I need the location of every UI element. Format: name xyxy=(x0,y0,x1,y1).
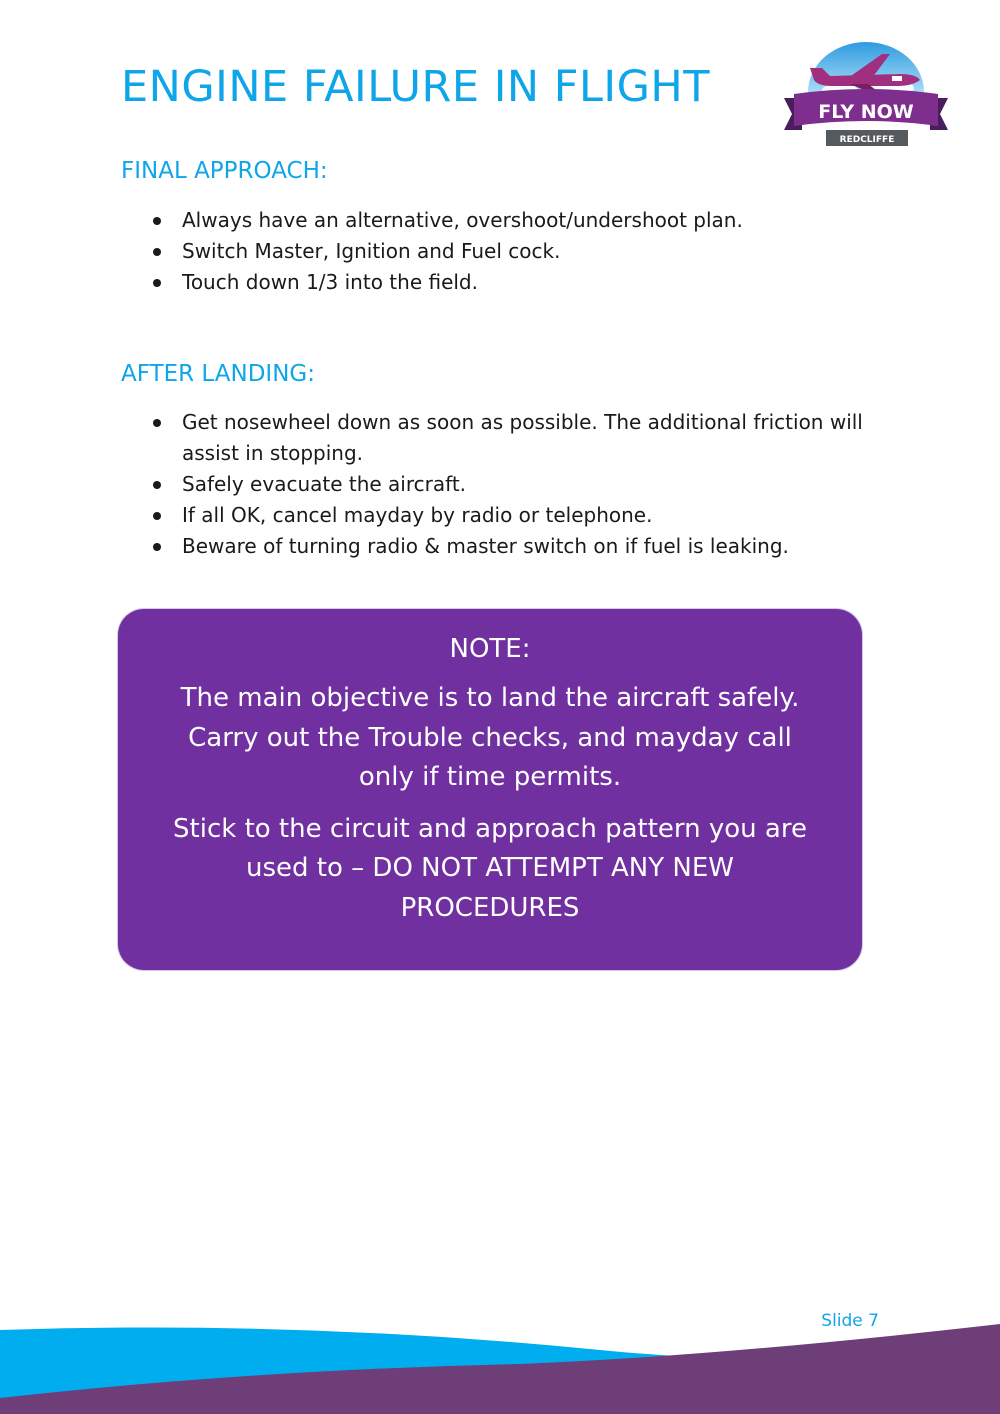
final-approach-list xyxy=(150,205,870,298)
list-item: Always have an alternative, overshoot/undershoot plan. xyxy=(150,205,870,236)
after-landing-list xyxy=(150,407,870,562)
list-item: Beware of turning radio & master switch on if fuel is leaking. xyxy=(150,531,870,562)
list-item: Switch Master, Ignition and Fuel cock. xyxy=(150,236,870,267)
fly-now-logo xyxy=(780,38,952,150)
slide-number: Slide 7 xyxy=(821,1311,879,1331)
list-item: Touch down 1/3 into the field. xyxy=(150,267,870,298)
logo-text-main: FLY NOW xyxy=(818,101,914,123)
note-paragraph: The main objective is to land the aircraft safely. Carry out the Trouble checks, and mayday call only if time permits. xyxy=(180,683,800,792)
list-item: Safely evacuate the aircraft. xyxy=(150,469,870,500)
note-paragraph: Stick to the circuit and approach pattern you are used to – DO NOT ATTEMPT ANY NEW PROCEDURES xyxy=(173,813,807,923)
final-approach-heading: FINAL APPROACH: xyxy=(121,158,328,184)
note-title: NOTE: xyxy=(449,634,531,664)
footer-waves xyxy=(0,1320,1000,1414)
page-title: ENGINE FAILURE IN FLIGHT xyxy=(121,62,711,112)
after-landing-heading: AFTER LANDING: xyxy=(121,361,315,387)
list-item: If all OK, cancel mayday by radio or telephone. xyxy=(150,500,870,531)
note-box xyxy=(118,609,862,970)
list-item: Get nosewheel down as soon as possible. The additional friction will assist in stopping. xyxy=(150,407,870,469)
logo-text-sub: REDCLIFFE xyxy=(839,135,895,145)
